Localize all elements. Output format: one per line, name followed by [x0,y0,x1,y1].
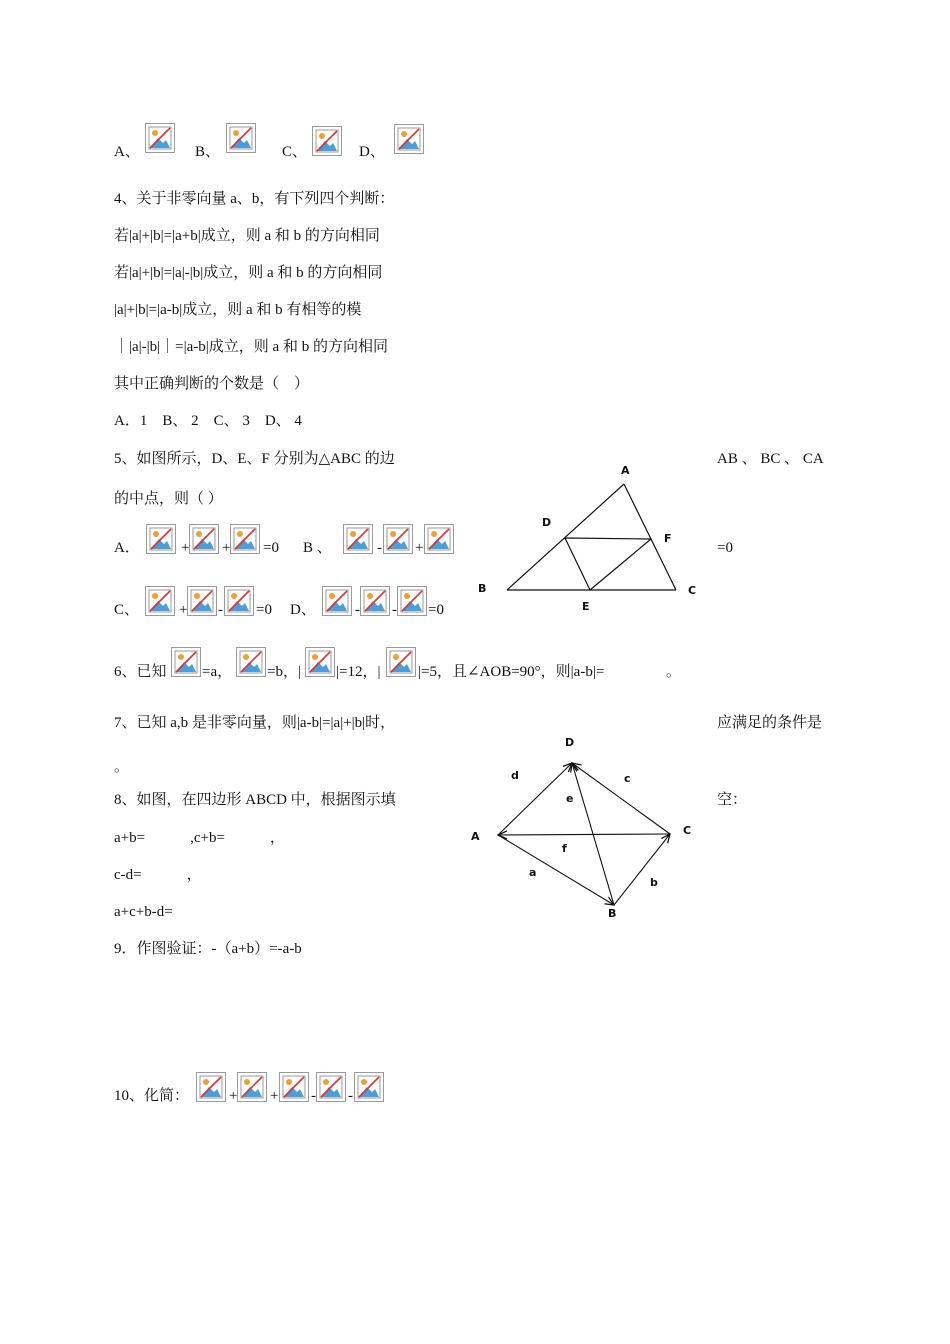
label-d: D [542,516,552,529]
label-a: A [621,464,630,477]
label-vector-c: c [624,772,631,785]
q6-vector-ob [236,647,266,677]
broken-image-icon [363,589,387,613]
label-vector-d: d [511,769,519,782]
q10-label: 10、化简： [114,1088,190,1104]
broken-image-icon [227,589,251,613]
q6-eq-b: =b，| [267,664,301,680]
segment-ef [590,539,651,590]
q8-stem-left: 8、如图，在四边形 ABCD 中，根据图示填 [114,792,396,808]
label-vector-a: a [529,866,537,879]
q5-option-c-vector-2 [187,586,217,616]
q5-triangle-figure [470,460,710,620]
q10-op-2: + [270,1088,279,1104]
q10-vector-4 [316,1072,346,1102]
q5-option-d-op-3: =0 [428,602,444,618]
q3-option-b-image [226,123,256,153]
broken-image-icon [282,1075,306,1099]
broken-image-icon [325,589,349,613]
vector-c [572,763,670,834]
q5-option-d-op-1: - [355,602,360,618]
broken-image-icon [148,126,172,150]
q6-vector-oa [171,647,201,677]
broken-image-icon [229,126,253,150]
q6-eq-12: |=12，| [336,664,381,680]
q5-option-b-vector-1 [343,524,373,554]
q5-option-b-op-2: + [415,540,424,556]
q10-op-1: + [229,1088,238,1104]
q4-item-2: 若|a|+|b|=|a|-|b|成立，则 a 和 b 的方向相同 [114,265,383,281]
q5-option-c-op-1: + [179,602,188,618]
q6-eq-5: |=5，且∠AOB=90°，则|a-b|= [418,664,605,680]
q8-line-2: c-d= ， [114,867,202,883]
label-b: B [478,582,487,595]
q7-stem-left: 7、已知 a,b 是非零向量，则|a-b|=|a|+|b|时， [114,715,396,731]
q5-option-c-vector-3 [224,586,254,616]
label-b-vertex: B [608,907,617,920]
vector-f [498,834,670,835]
q5-option-d-vector-2 [360,586,390,616]
q8-quadrilateral-figure [465,730,705,925]
q5-option-b-vector-3 [424,524,454,554]
broken-image-icon [190,589,214,613]
q5-option-b-op-1: - [377,540,382,556]
q5-stem-left: 5、如图所示，D、E、F 分别为△ABC 的边 [114,451,395,467]
q5-option-c-label: C、 [114,602,140,618]
q6-end: 。 [666,664,682,680]
q4-options: A．1 B、 2 C、 3 D、 4 [114,413,302,429]
q6-eq-a: =a， [202,664,233,680]
q7-end: 。 [114,759,130,775]
q3-option-a-image [145,123,175,153]
q5-option-d-label: D、 [290,602,316,618]
q3-option-a-label: A、 [114,144,140,160]
q5-option-a-vector-3 [230,524,260,554]
q4-question: 其中正确判断的个数是（ ） [114,376,310,392]
q4-item-4: ｜|a|-|b|｜=|a-b|成立，则 a 和 b 的方向相同 [114,339,388,355]
q5-option-a-op-1: + [181,540,190,556]
label-c-vertex: C [683,824,692,837]
edge-ab [507,484,624,590]
q10-vector-1 [196,1072,226,1102]
segment-df [565,538,651,539]
broken-image-icon [315,129,339,153]
q10-vector-3 [279,1072,309,1102]
label-e: E [582,600,590,613]
label-c: C [688,584,697,597]
q8-line-3: a+c+b-d= [114,904,173,920]
q3-option-d-label: D、 [359,144,385,160]
q6-vector-ob-magnitude [386,647,416,677]
q5-option-d-vector-3 [397,586,427,616]
q5-option-a-vector-2 [189,524,219,554]
label-vector-b: b [650,876,658,889]
label-d-vertex: D [565,736,575,749]
segment-de [565,538,590,590]
q5-stem-right: AB 、 BC 、 CA [717,451,824,467]
q5-option-a-label: A． [114,540,140,556]
broken-image-icon [308,650,332,674]
broken-image-icon [199,1075,223,1099]
vector-d [498,763,572,835]
broken-image-icon [397,127,421,151]
q5-option-c-op-3: =0 [256,602,272,618]
broken-image-icon [386,527,410,551]
q3-option-d-image [394,124,424,154]
broken-image-icon [400,589,424,613]
q3-option-b-label: B、 [195,144,221,160]
q7-stem-right: 应满足的条件是 [717,715,823,731]
q5-option-a-vector-1 [146,524,176,554]
q5-stem-line2: 的中点，则（ ） [114,491,223,507]
label-vector-f: f [562,842,567,855]
label-a-vertex: A [471,830,480,843]
q4-item-3: |a|+|b|=|a-b|成立，则 a 和 b 有相等的模 [114,302,362,318]
q6-prefix: 6、已知 [114,664,167,680]
broken-image-icon [427,527,451,551]
broken-image-icon [192,527,216,551]
q10-vector-5 [354,1072,384,1102]
q6-vector-oa-magnitude [305,647,335,677]
q8-line-1: a+b= ,c+b= ， [114,830,285,846]
broken-image-icon [233,527,257,551]
q5-option-b-label: B 、 [303,540,332,556]
q5-option-b-tail: =0 [717,540,733,556]
q5-option-d-vector-1 [322,586,352,616]
q10-op-3: - [311,1088,316,1104]
q3-option-c-label: C、 [282,144,308,160]
q5-option-c-vector-1 [145,586,175,616]
broken-image-icon [239,650,263,674]
broken-image-icon [389,650,413,674]
broken-image-icon [319,1075,343,1099]
q4-item-1: 若|a|+|b|=|a+b|成立，则 a 和 b 的方向相同 [114,228,380,244]
question-9: 9．作图验证：-（a+b）=-a-b [114,941,302,957]
q5-option-a-op-2: + [222,540,231,556]
q10-vector-2 [237,1072,267,1102]
label-vector-e: e [566,792,574,805]
broken-image-icon [357,1075,381,1099]
broken-image-icon [148,589,172,613]
q10-op-4: - [348,1088,353,1104]
q3-option-c-image [312,126,342,156]
q8-stem-right: 空： [717,792,748,808]
q5-option-b-vector-2 [383,524,413,554]
q5-option-a-op-3: =0 [263,540,279,556]
q5-option-c-op-2: - [218,602,223,618]
broken-image-icon [346,527,370,551]
broken-image-icon [174,650,198,674]
q5-option-d-op-2: - [392,602,397,618]
label-f: F [664,532,672,545]
broken-image-icon [240,1075,264,1099]
broken-image-icon [149,527,173,551]
q4-stem: 4、关于非零向量 a、b，有下列四个判断： [114,191,395,207]
vector-b [614,834,670,905]
